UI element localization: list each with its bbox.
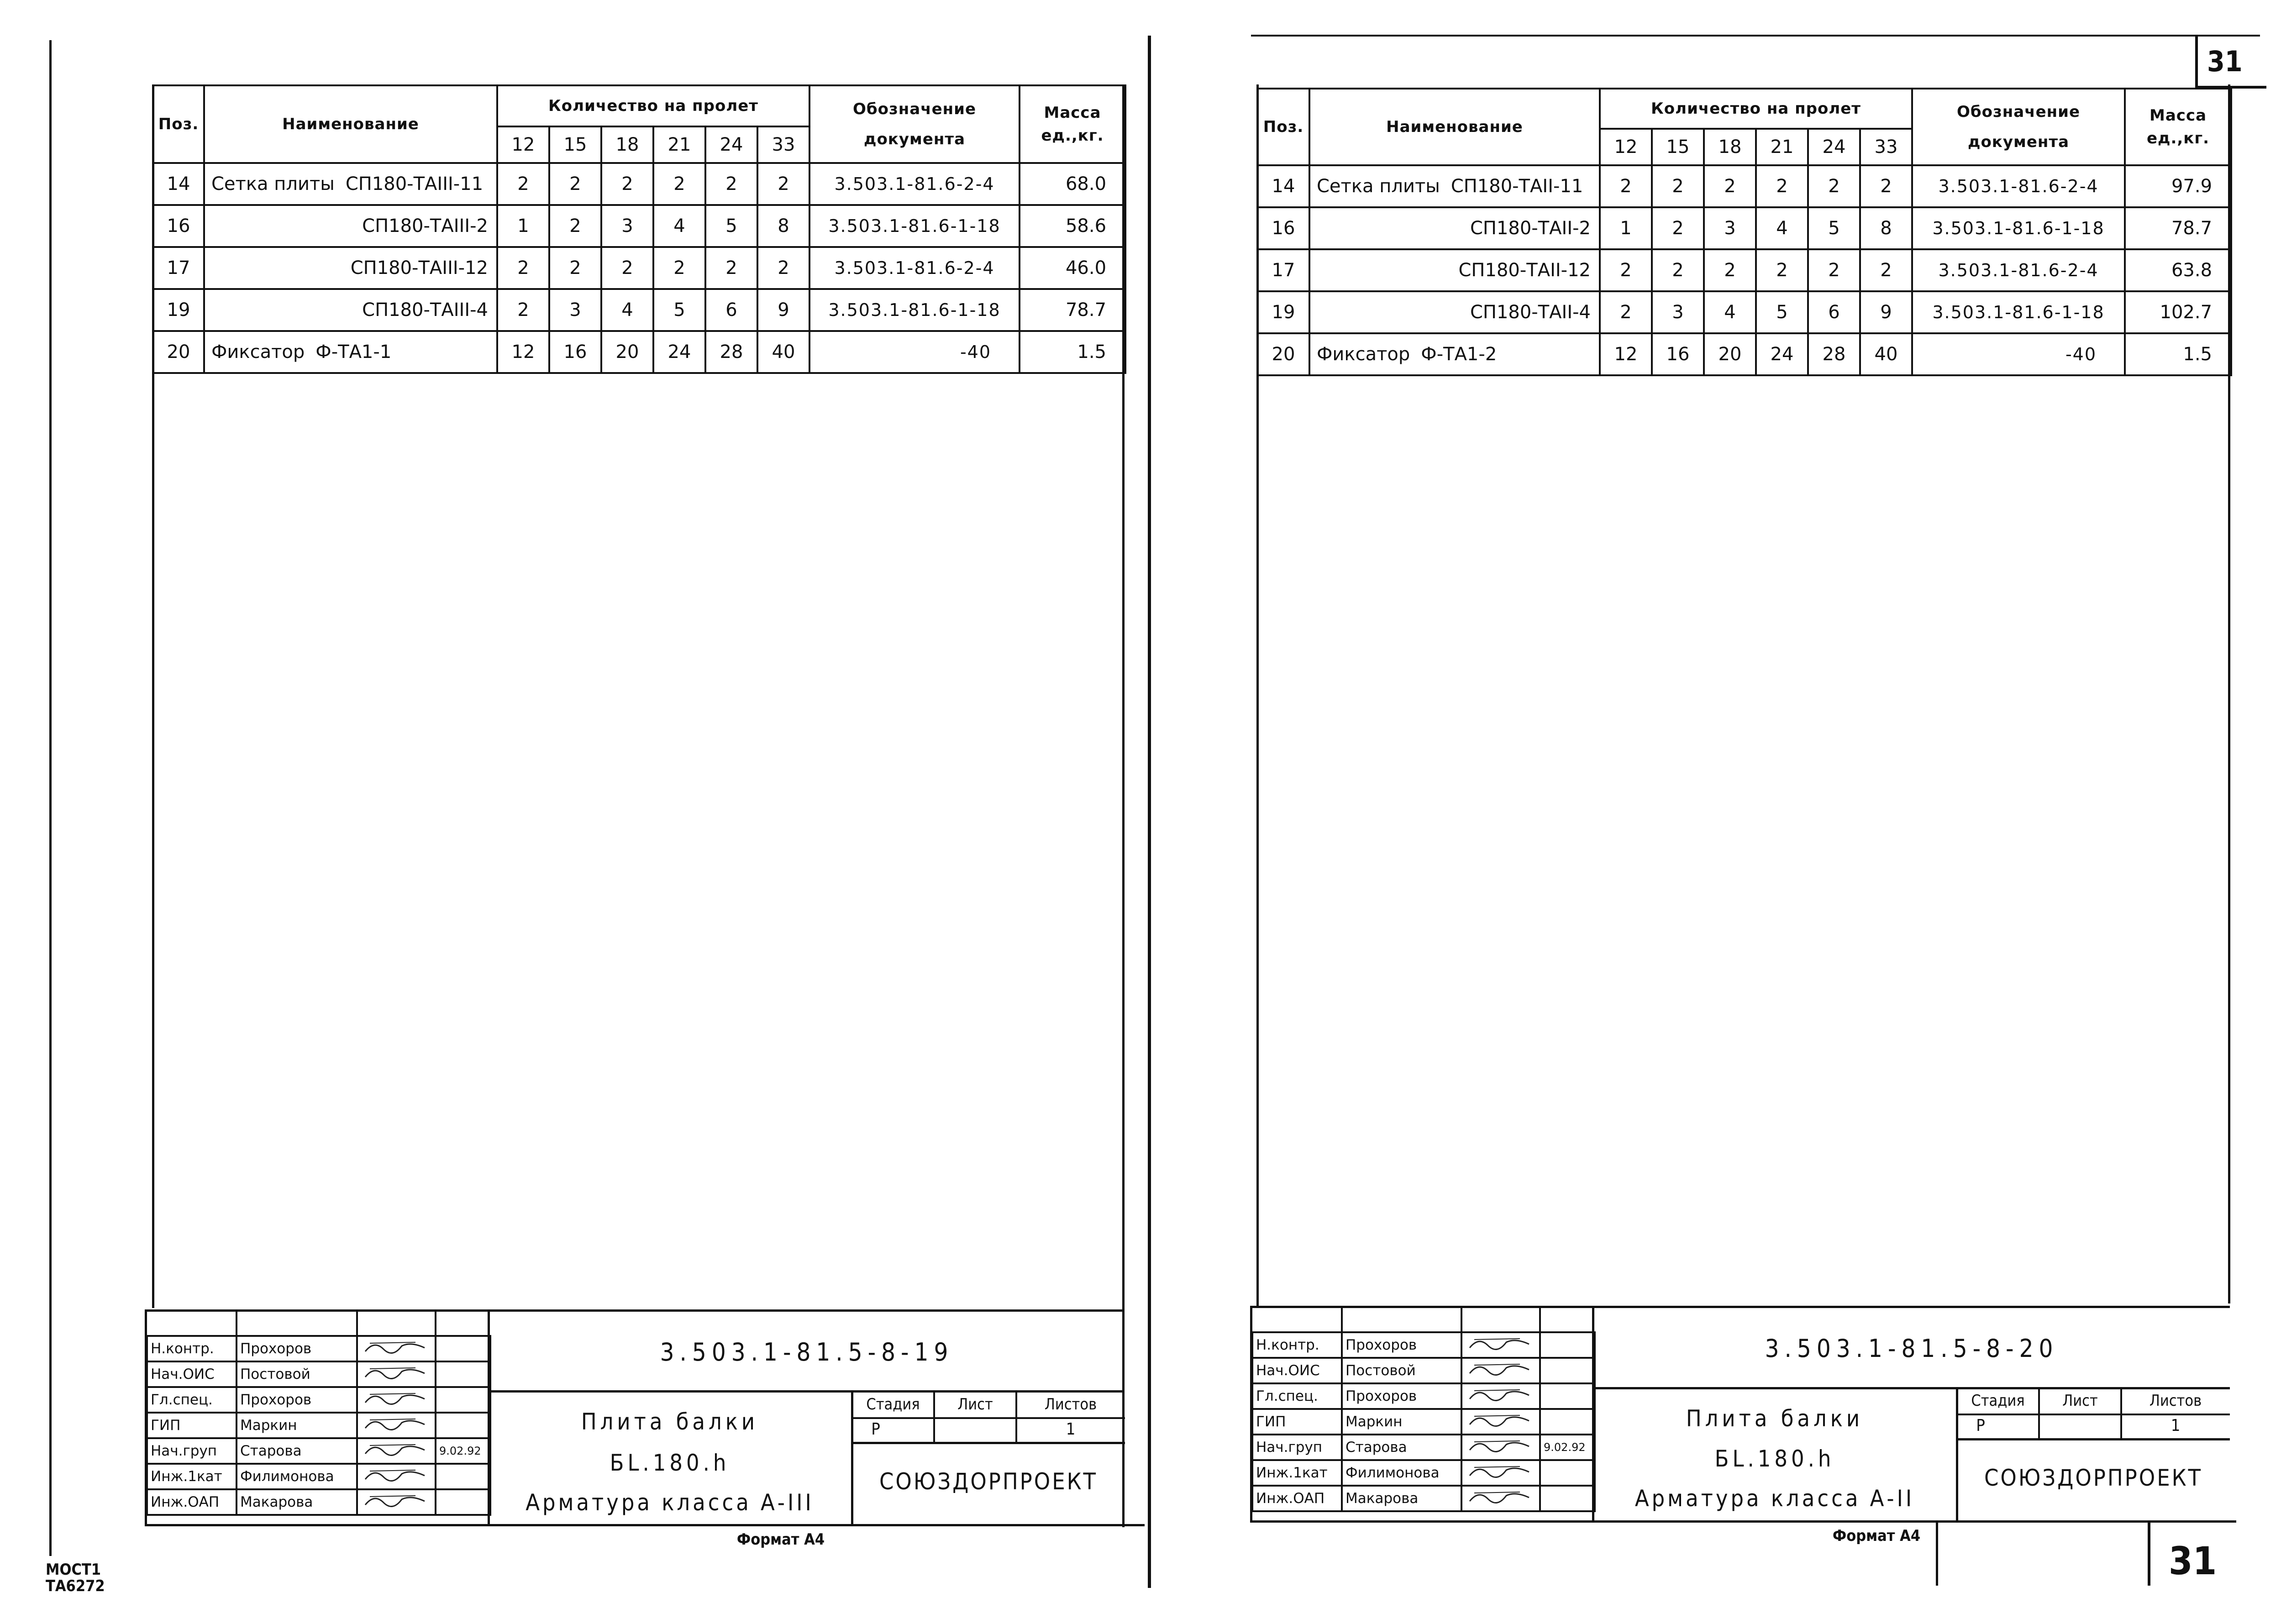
signature-row <box>147 1387 490 1413</box>
signer-name: Прохоров <box>237 1336 357 1361</box>
signature-cell <box>1461 1486 1540 1511</box>
cell-mass: 1.5 <box>1020 331 1125 373</box>
signature-row <box>1252 1383 1595 1409</box>
signature-cell <box>357 1387 436 1413</box>
signature-date <box>1540 1332 1595 1358</box>
handwritten-signature-icon <box>361 1363 429 1382</box>
handwritten-signature-icon <box>361 1466 429 1484</box>
item-mark: СП180-ТАII-12 <box>1458 260 1591 281</box>
signature-date <box>436 1336 490 1361</box>
cell-qty: 2 <box>1704 165 1756 207</box>
cell-qty: 2 <box>601 163 653 205</box>
handwritten-signature-icon <box>361 1440 429 1458</box>
signer-role: Инж.ОАП <box>147 1489 237 1515</box>
signer-name: Макарова <box>237 1489 357 1515</box>
cell-qty: 2 <box>549 247 601 289</box>
sheets-label: Листов <box>2149 1392 2202 1410</box>
signature-date <box>1540 1358 1595 1383</box>
cell-doc: 3.503.1-81.6-1-18 <box>1912 291 2125 333</box>
cell-name <box>204 247 497 289</box>
cell-pos: 16 <box>1257 207 1309 249</box>
header-doc: Обозначение документа <box>809 85 1020 163</box>
organization: СОЮЗДОРПРОЕКТ <box>1984 1465 2203 1491</box>
signer-role: Н.контр. <box>1252 1332 1342 1358</box>
cell-qty: 16 <box>1652 333 1704 375</box>
signer-name: Старова <box>1342 1435 1461 1460</box>
spec-table <box>152 84 1126 374</box>
cell-pos: 20 <box>1257 333 1309 375</box>
stamp-top-line <box>1250 1306 2230 1308</box>
handwritten-signature-icon <box>361 1338 429 1356</box>
signature-cell <box>1461 1332 1540 1358</box>
signature-date <box>436 1413 490 1438</box>
signature-block-vline <box>356 1309 358 1335</box>
cell-doc: 3.503.1-81.6-2-4 <box>809 247 1020 289</box>
span-header: 21 <box>653 126 705 163</box>
top-page-number: 31 <box>2207 45 2243 78</box>
cell-qty: 16 <box>549 331 601 373</box>
stamp-mid-line <box>488 1390 1125 1393</box>
stamp-hline <box>851 1442 1125 1444</box>
signature-block <box>146 1335 491 1516</box>
signer-name: Маркин <box>1342 1409 1461 1435</box>
signature-row <box>1252 1460 1595 1486</box>
cell-qty: 9 <box>1860 291 1912 333</box>
stage-label: Стадия <box>866 1395 920 1414</box>
item-mark: СП180-ТАII-11 <box>1451 176 1583 197</box>
format-label: Формат А4 <box>1832 1527 1921 1545</box>
item-name: Фиксатор <box>211 342 305 363</box>
span-header: 15 <box>549 126 601 163</box>
cell-mass: 102.7 <box>2125 291 2231 333</box>
cell-qty: 3 <box>1704 207 1756 249</box>
cell-pos: 17 <box>1257 249 1309 291</box>
signature-date <box>1540 1409 1595 1435</box>
item-mark: СП180-ТАIII-4 <box>362 300 488 321</box>
format-divider <box>1936 1522 1938 1586</box>
span-header: 24 <box>705 126 757 163</box>
bottom-number-divider <box>2148 1522 2150 1586</box>
signature-cell <box>357 1413 436 1438</box>
stamp-top-line <box>145 1309 1125 1312</box>
signer-role: Инж.ОАП <box>1252 1486 1342 1511</box>
signature-block-vline <box>236 1309 237 1335</box>
cell-qty: 1 <box>1600 207 1652 249</box>
header-qty: Количество на пролет <box>1600 89 1912 129</box>
handwritten-signature-icon <box>361 1414 429 1433</box>
cell-qty: 2 <box>1756 165 1808 207</box>
stamp-bottom-line <box>145 1524 1145 1526</box>
cell-qty: 8 <box>1860 207 1912 249</box>
handwritten-signature-icon <box>1465 1334 1534 1352</box>
signer-role: Инж.1кат <box>1252 1460 1342 1486</box>
stage-value: Р <box>871 1420 880 1439</box>
cell-qty: 2 <box>1860 165 1912 207</box>
document-code: 3.503.1-81.5-8-20 <box>1765 1334 2059 1363</box>
signature-cell <box>357 1438 436 1464</box>
header-pos: Поз. <box>153 85 204 163</box>
signature-row <box>147 1361 490 1387</box>
title-line2: БL.180.h <box>610 1450 730 1476</box>
signature-date <box>436 1489 490 1515</box>
header-doc: Обозначение документа <box>1912 89 2125 165</box>
signature-block <box>1251 1331 1596 1512</box>
cell-qty: 2 <box>1808 165 1860 207</box>
cell-qty: 2 <box>653 163 705 205</box>
cell-pos: 16 <box>153 205 204 247</box>
handwritten-signature-icon <box>1465 1385 1534 1403</box>
spec-table <box>1256 88 2232 376</box>
title-line2: БL.180.h <box>1714 1445 1835 1472</box>
signature-cell <box>357 1489 436 1515</box>
cell-qty: 3 <box>601 205 653 247</box>
cell-qty: 6 <box>705 289 757 331</box>
span-header: 18 <box>1704 129 1756 165</box>
format-label: Формат А4 <box>736 1530 825 1549</box>
signer-role: Гл.спец. <box>147 1387 237 1413</box>
signature-cell <box>357 1464 436 1489</box>
cell-qty: 2 <box>705 163 757 205</box>
bottom-page-number: 31 <box>2169 1539 2217 1583</box>
cell-name <box>204 331 497 373</box>
cell-qty: 28 <box>705 331 757 373</box>
table-row <box>1257 291 2231 333</box>
signer-role: Н.контр. <box>147 1336 237 1361</box>
cell-qty: 2 <box>549 205 601 247</box>
cell-mass: 1.5 <box>2125 333 2231 375</box>
cell-mass: 78.7 <box>1020 289 1125 331</box>
signer-role: Нач.ОИС <box>1252 1358 1342 1383</box>
signer-name: Филимонова <box>237 1464 357 1489</box>
signature-date <box>1540 1383 1595 1409</box>
cell-doc: -40 <box>809 331 1020 373</box>
cell-qty: 2 <box>705 247 757 289</box>
cell-qty: 40 <box>1860 333 1912 375</box>
signature-row <box>1252 1358 1595 1383</box>
stage-label: Стадия <box>1971 1392 2025 1410</box>
cell-qty: 24 <box>1756 333 1808 375</box>
cell-qty: 20 <box>601 331 653 373</box>
header-mass: Масса ед.,кг. <box>2125 89 2231 165</box>
cell-mass: 63.8 <box>2125 249 2231 291</box>
cell-doc: 3.503.1-81.6-1-18 <box>809 289 1020 331</box>
sheets-value: 1 <box>1066 1420 1076 1439</box>
item-mark: СП180-ТАIII-2 <box>362 215 488 237</box>
cell-doc: 3.503.1-81.6-2-4 <box>1912 165 2125 207</box>
cell-qty: 12 <box>497 331 549 373</box>
handwritten-signature-icon <box>1465 1487 1534 1506</box>
cell-qty: 3 <box>1652 291 1704 333</box>
cell-qty: 2 <box>497 247 549 289</box>
cell-doc: 3.503.1-81.6-1-18 <box>1912 207 2125 249</box>
cell-qty: 2 <box>497 163 549 205</box>
cell-qty: 24 <box>653 331 705 373</box>
cell-qty: 2 <box>601 247 653 289</box>
header-mass: Масса ед.,кг. <box>1020 85 1125 163</box>
signature-date: 9.02.92 <box>1540 1435 1595 1460</box>
signature-cell <box>1461 1383 1540 1409</box>
title-line1: Плита балки <box>581 1409 759 1435</box>
signature-date <box>436 1464 490 1489</box>
cell-qty: 9 <box>757 289 809 331</box>
cell-qty: 2 <box>1652 207 1704 249</box>
cell-qty: 2 <box>1600 249 1652 291</box>
cell-qty: 2 <box>1652 249 1704 291</box>
table-row <box>153 331 1125 373</box>
handwritten-signature-icon <box>1465 1411 1534 1429</box>
item-name: Сетка плиты <box>211 173 335 194</box>
signer-name: Постовой <box>237 1361 357 1387</box>
item-mark: Ф-ТА1-1 <box>315 342 392 363</box>
cell-qty: 2 <box>1808 249 1860 291</box>
right-top-line <box>1251 35 2260 37</box>
cell-mass: 58.6 <box>1020 205 1125 247</box>
sheets-value: 1 <box>2171 1416 2181 1435</box>
signature-row <box>1252 1486 1595 1511</box>
cell-name <box>1309 333 1600 375</box>
stage-value: Р <box>1976 1416 1985 1435</box>
cell-qty: 6 <box>1808 291 1860 333</box>
cell-qty: 2 <box>1652 165 1704 207</box>
span-header: 18 <box>601 126 653 163</box>
cell-qty: 2 <box>549 163 601 205</box>
span-header: 24 <box>1808 129 1860 165</box>
item-mark: СП180-ТАII-2 <box>1470 218 1591 239</box>
signer-role: Нач.груп <box>1252 1435 1342 1460</box>
cell-name <box>1309 207 1600 249</box>
span-header: 12 <box>497 126 549 163</box>
signer-name: Прохоров <box>1342 1383 1461 1409</box>
cell-qty: 4 <box>1756 207 1808 249</box>
cell-qty: 12 <box>1600 333 1652 375</box>
cell-mass: 68.0 <box>1020 163 1125 205</box>
span-header: 33 <box>757 126 809 163</box>
table-row <box>1257 249 2231 291</box>
header-qty: Количество на пролет <box>497 85 809 126</box>
signature-row <box>1252 1409 1595 1435</box>
organization: СОЮЗДОРПРОЕКТ <box>879 1468 1098 1495</box>
table-row <box>153 163 1125 205</box>
cell-qty: 8 <box>757 205 809 247</box>
cell-mass: 46.0 <box>1020 247 1125 289</box>
table-row <box>1257 207 2231 249</box>
table-row <box>153 205 1125 247</box>
signature-cell <box>1461 1460 1540 1486</box>
item-mark: СП180-ТАIII-12 <box>350 258 488 279</box>
stamp-hline <box>1956 1414 2230 1415</box>
cell-qty: 4 <box>1704 291 1756 333</box>
signer-name: Постовой <box>1342 1358 1461 1383</box>
signature-cell <box>357 1336 436 1361</box>
signature-block-vline <box>1539 1306 1541 1331</box>
signature-block-vline <box>1341 1306 1343 1331</box>
sheet-label: Лист <box>2062 1392 2098 1410</box>
span-header: 33 <box>1860 129 1912 165</box>
cell-pos: 17 <box>153 247 204 289</box>
sheets-label: Листов <box>1044 1395 1097 1414</box>
cell-qty: 2 <box>1860 249 1912 291</box>
signature-cell <box>1461 1409 1540 1435</box>
signer-name: Макарова <box>1342 1486 1461 1511</box>
signature-date <box>436 1387 490 1413</box>
cell-doc: 3.503.1-81.6-2-4 <box>809 163 1020 205</box>
cell-qty: 2 <box>653 247 705 289</box>
cell-pos: 19 <box>1257 291 1309 333</box>
signer-role: Нач.груп <box>147 1438 237 1464</box>
cell-name <box>1309 165 1600 207</box>
signature-cell <box>1461 1358 1540 1383</box>
cell-qty: 2 <box>1756 249 1808 291</box>
cell-qty: 2 <box>1704 249 1756 291</box>
signature-date <box>436 1361 490 1387</box>
signer-name: Прохоров <box>237 1387 357 1413</box>
cell-qty: 2 <box>1600 165 1652 207</box>
signature-block-vline <box>1461 1306 1462 1331</box>
signer-name: Филимонова <box>1342 1460 1461 1486</box>
handwritten-signature-icon <box>1465 1436 1534 1455</box>
signature-row <box>147 1413 490 1438</box>
cell-name <box>204 163 497 205</box>
title-line1: Плита балки <box>1686 1405 1864 1432</box>
cell-qty: 3 <box>549 289 601 331</box>
cell-qty: 4 <box>601 289 653 331</box>
handwritten-signature-icon <box>1465 1360 1534 1378</box>
cell-name <box>1309 249 1600 291</box>
signer-role: Гл.спец. <box>1252 1383 1342 1409</box>
cell-pos: 14 <box>1257 165 1309 207</box>
cell-qty: 2 <box>757 163 809 205</box>
top-page-number-box <box>2195 37 2266 89</box>
cell-mass: 97.9 <box>2125 165 2231 207</box>
span-header: 12 <box>1600 129 1652 165</box>
sheet-label: Лист <box>957 1395 993 1414</box>
signature-row <box>147 1464 490 1489</box>
signer-role: ГИП <box>147 1413 237 1438</box>
cell-pos: 19 <box>153 289 204 331</box>
item-mark: СП180-ТАII-4 <box>1470 302 1591 323</box>
item-name: Сетка плиты <box>1317 176 1440 197</box>
cell-name <box>204 205 497 247</box>
cell-pos: 20 <box>153 331 204 373</box>
table-row <box>153 247 1125 289</box>
signer-role: ГИП <box>1252 1409 1342 1435</box>
header-pos: Поз. <box>1257 89 1309 165</box>
handwritten-signature-icon <box>361 1389 429 1407</box>
signature-row <box>1252 1332 1595 1358</box>
corner-stamp: МОСТ1 ТА6272 <box>46 1561 105 1595</box>
cell-name <box>1309 291 1600 333</box>
cell-qty: 5 <box>1756 291 1808 333</box>
center-fold-line <box>1148 36 1151 1588</box>
signer-role: Нач.ОИС <box>147 1361 237 1387</box>
cell-doc: 3.503.1-81.6-1-18 <box>809 205 1020 247</box>
cell-qty: 4 <box>653 205 705 247</box>
cell-mass: 78.7 <box>2125 207 2231 249</box>
signature-row <box>1252 1435 1595 1460</box>
title-line3: Арматура класса А-II <box>1635 1485 1915 1512</box>
signature-cell <box>1461 1435 1540 1460</box>
span-header: 15 <box>1652 129 1704 165</box>
cell-qty: 40 <box>757 331 809 373</box>
stamp-hline <box>851 1417 1125 1419</box>
signer-name: Прохоров <box>1342 1332 1461 1358</box>
cell-qty: 5 <box>705 205 757 247</box>
signature-date <box>1540 1460 1595 1486</box>
span-header: 21 <box>1756 129 1808 165</box>
signature-date: 9.02.92 <box>436 1438 490 1464</box>
signature-block-vline <box>435 1309 436 1335</box>
cell-name <box>204 289 497 331</box>
cell-qty: 20 <box>1704 333 1756 375</box>
handwritten-signature-icon <box>361 1491 429 1509</box>
signature-cell <box>357 1361 436 1387</box>
item-mark: Ф-ТА1-2 <box>1421 344 1497 365</box>
signature-row <box>147 1438 490 1464</box>
cell-qty: 2 <box>1600 291 1652 333</box>
header-name: Наименование <box>1309 89 1600 165</box>
cell-pos: 14 <box>153 163 204 205</box>
cell-doc: -40 <box>1912 333 2125 375</box>
handwritten-signature-icon <box>1465 1462 1534 1480</box>
signature-date <box>1540 1486 1595 1511</box>
table-row <box>153 289 1125 331</box>
left-margin-line <box>49 40 52 1556</box>
item-mark: СП180-ТАIII-11 <box>345 173 484 194</box>
cell-qty: 2 <box>497 289 549 331</box>
document-code: 3.503.1-81.5-8-19 <box>660 1338 954 1366</box>
signer-role: Инж.1кат <box>147 1464 237 1489</box>
stamp-mid-line <box>1592 1387 2230 1389</box>
table-row <box>1257 333 2231 375</box>
header-name: Наименование <box>204 85 497 163</box>
cell-qty: 5 <box>653 289 705 331</box>
table-row <box>1257 165 2231 207</box>
item-name: Фиксатор <box>1317 344 1410 365</box>
cell-qty: 2 <box>757 247 809 289</box>
cell-qty: 5 <box>1808 207 1860 249</box>
title-line3: Арматура класса А-III <box>526 1489 814 1516</box>
signer-name: Старова <box>237 1438 357 1464</box>
signature-row <box>147 1489 490 1515</box>
cell-doc: 3.503.1-81.6-2-4 <box>1912 249 2125 291</box>
cell-qty: 1 <box>497 205 549 247</box>
cell-qty: 28 <box>1808 333 1860 375</box>
signer-name: Маркин <box>237 1413 357 1438</box>
signature-row <box>147 1336 490 1361</box>
stamp-hline <box>1956 1438 2230 1440</box>
stamp-bottom-line <box>1250 1520 2236 1523</box>
